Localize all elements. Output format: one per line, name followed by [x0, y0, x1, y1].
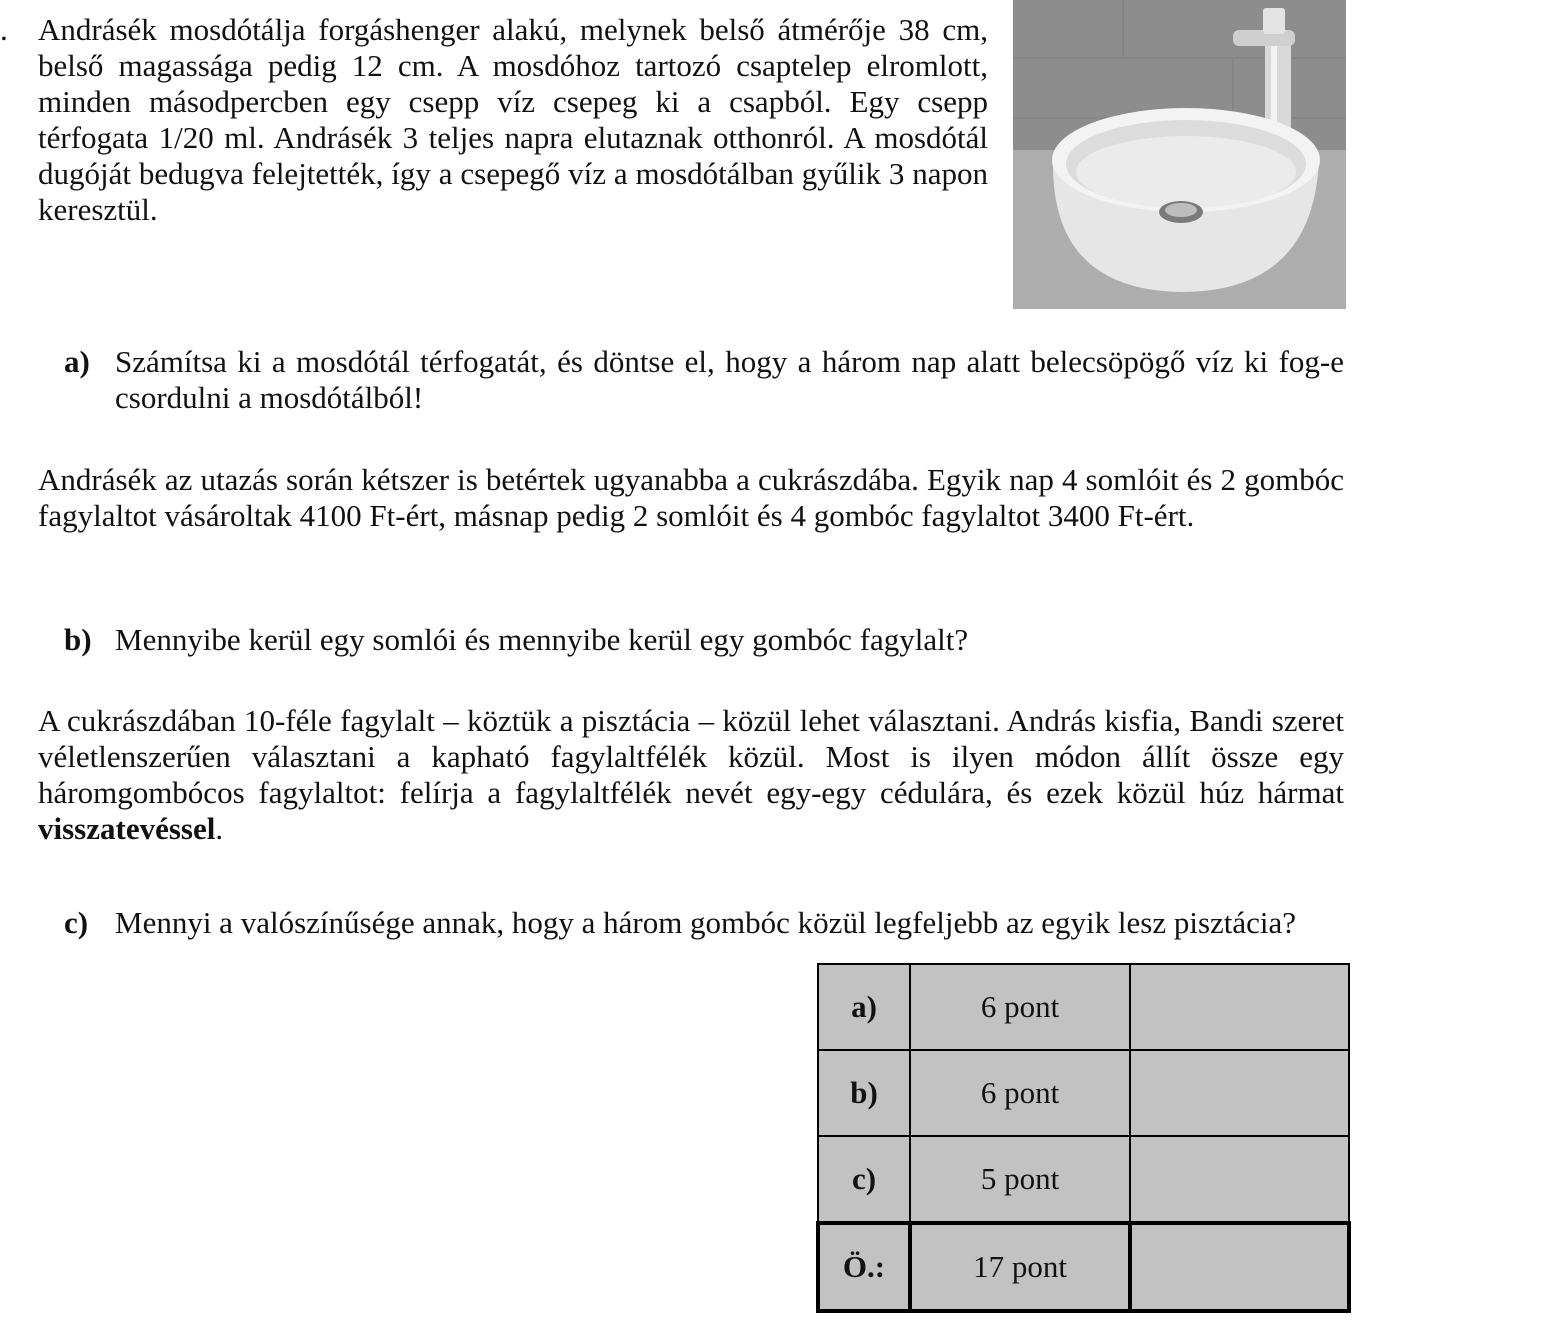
score-earned — [1130, 1050, 1349, 1136]
task-b — [64, 622, 1344, 658]
score-points: 6 pont — [910, 1050, 1130, 1136]
score-row-b — [818, 1050, 1349, 1136]
task-a-text: Számítsa ki a mosdótál térfogatát, és döntse el, hogy a három nap alatt belecsöpögő víz ki fog-e csordulni a mosdótálból! — [115, 344, 1344, 415]
washbasin-photo — [1013, 0, 1346, 309]
score-total-points: 17 pont — [910, 1223, 1130, 1311]
intro-paragraph: Andrásék mosdótálja forgáshenger alakú, melynek belső átmérője 38 cm, belső magassága pedig 12 cm. A mosdóhoz tartozó csaptelep elromlott, minden másodpercben egy csepp víz csepeg ki a csapból. Egy csepp térfogata 1/20 ml. Andrásék 3 teljes napra elutaznak otthonról. A mosdótál dugóját bedugva felejtették, így a csepegő víz a mosdótálban gyűlik 3 napon keresztül. — [38, 12, 988, 227]
paragraph-cukraszda: Andrásék az utazás során kétszer is betértek ugyanabba a cukrászdába. Egyik nap 4 somlóit és 2 gombóc fagylaltot vásároltak 4100 Ft-ért, másnap pedig 2 somlóit és 4 gombóc fagylaltot 3400 Ft-ért. — [38, 462, 1344, 533]
score-row-a — [818, 964, 1349, 1050]
score-earned — [1130, 964, 1349, 1050]
score-row-c — [818, 1136, 1349, 1223]
task-a — [64, 344, 1344, 416]
task-a-label: a) — [64, 344, 90, 379]
task-number-dot: . — [0, 12, 8, 47]
score-points: 5 pont — [910, 1136, 1130, 1223]
score-points: 6 pont — [910, 964, 1130, 1050]
task-b-text: Mennyibe kerül egy somlói és mennyibe kerül egy gombóc fagylalt? — [115, 622, 969, 657]
score-total-earned — [1130, 1223, 1349, 1311]
score-part: c) — [818, 1136, 910, 1223]
task-c-label: c) — [64, 905, 89, 940]
task-c — [64, 905, 1344, 941]
score-earned — [1130, 1136, 1349, 1223]
task-b-label: b) — [64, 622, 92, 657]
score-table — [816, 963, 1351, 1313]
score-total-label: Ö.: — [818, 1223, 910, 1311]
score-part: a) — [818, 964, 910, 1050]
paragraph-fagylalt-end: . — [215, 811, 224, 846]
score-row-total — [818, 1223, 1349, 1311]
emphasis-visszatevessel: visszatevéssel — [38, 811, 216, 846]
paragraph-fagylalt-text: A cukrászdában 10-féle fagylalt – köztük a pisztácia – közül lehet választani. András kisfia, Bandi szeret véletlenszerűen választani a kapható fagylaltfélék közül. Most is ilyen módon állít össze egy háromgombócos fagylaltot: felírja a fagylaltfélék nevét egy-egy cédulára, és ezek közül húz hármat — [38, 703, 1344, 810]
paragraph-fagylalt — [38, 703, 1344, 847]
task-c-text: Mennyi a valószínűsége annak, hogy a három gombóc közül legfeljebb az egyik lesz pisztácia? — [115, 905, 1297, 940]
score-part: b) — [818, 1050, 910, 1136]
